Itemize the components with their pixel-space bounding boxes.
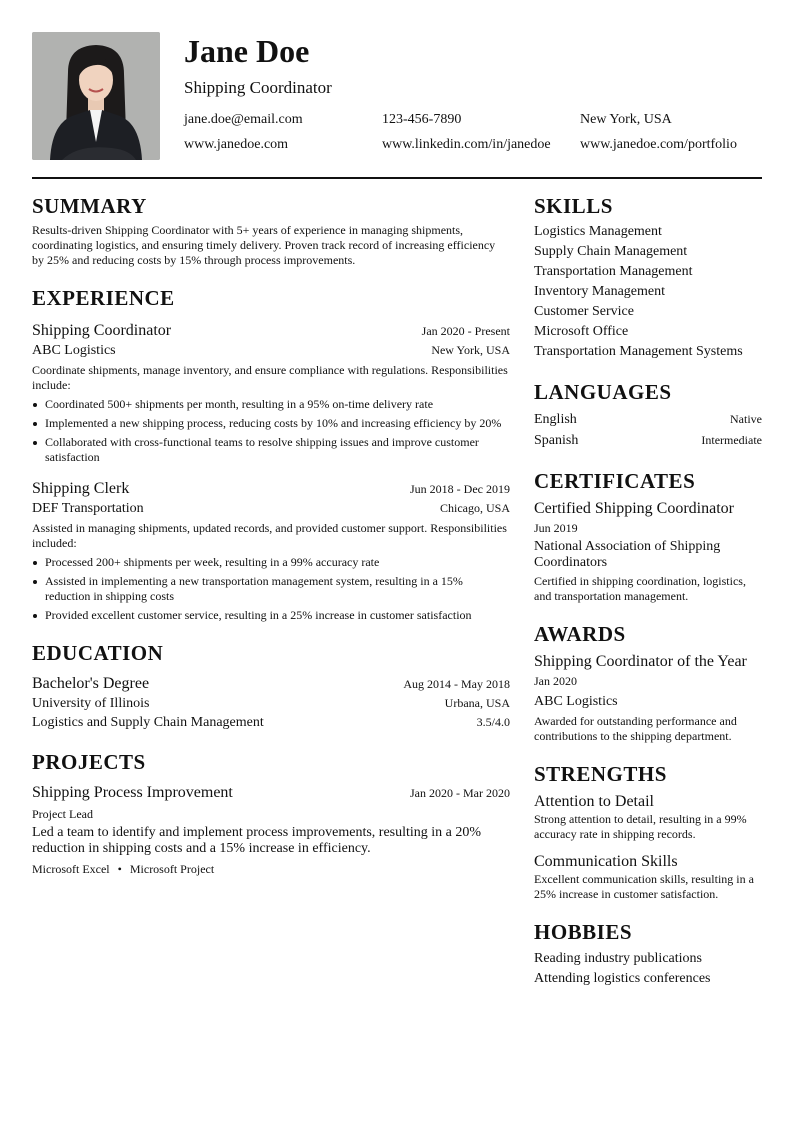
section-heading-skills: SKILLS <box>534 194 613 218</box>
achievement-item: Processed 200+ shipments per week, resulting in a 99% accuracy rate <box>32 555 510 570</box>
left-column <box>32 192 510 877</box>
job-description: Assisted in managing shipments, updated records, and provided customer support. Responsibilities included: <box>32 521 507 550</box>
tool-item: Microsoft Project <box>129 862 215 876</box>
hobby-item: Reading industry publications <box>534 951 702 966</box>
section-heading-summary: SUMMARY <box>32 194 147 218</box>
location: New York, USA <box>580 112 672 127</box>
summary-text: Results-driven Shipping Coordinator with 5+ years of experience in managing shipments, coordinating logistics, and ensuring timely delivery. Proven track record of increasing efficiency by 25% and reducing costs by 15% through process improvements. <box>32 223 496 267</box>
certificate-title: Certified Shipping Coordinator <box>534 500 734 517</box>
hobby-item: Attending logistics conferences <box>534 971 711 986</box>
profile-photo <box>32 32 160 160</box>
skill-item: Inventory Management <box>534 284 666 299</box>
language-row <box>534 409 762 430</box>
company-name: DEF Transportation <box>32 501 144 516</box>
skill-item: Transportation Management Systems <box>534 344 743 359</box>
section-heading-education: EDUCATION <box>32 641 164 665</box>
job-location: Chicago, USA <box>440 501 510 515</box>
language-level: Native <box>730 412 762 426</box>
header-divider <box>32 177 762 179</box>
education-dates: Aug 2014 - May 2018 <box>403 677 510 691</box>
achievement-item: Coordinated 500+ shipments per month, resulting in a 95% on-time delivery rate <box>32 397 510 412</box>
language-level: Intermediate <box>701 433 762 447</box>
strengths-section <box>534 760 762 902</box>
skill-item: Customer Service <box>534 304 634 319</box>
award-description: Awarded for outstanding performance and contributions to the shipping department. <box>534 714 737 743</box>
phone-number: 123-456-7890 <box>382 112 462 127</box>
job-title: Shipping Coordinator <box>32 322 172 339</box>
award-issuer: ABC Logistics <box>534 694 618 709</box>
identity-block <box>184 32 762 154</box>
language-name: Spanish <box>534 433 579 448</box>
certificate-date: Jun 2019 <box>534 521 578 535</box>
candidate-name: Jane Doe <box>184 33 310 69</box>
strength-title: Communication Skills <box>534 853 678 870</box>
job-description: Coordinate shipments, manage inventory, and ensure compliance with regulations. Responsibilities include: <box>32 363 508 392</box>
strength-title: Attention to Detail <box>534 793 654 810</box>
job-entry <box>32 320 510 465</box>
job-entry <box>32 478 510 623</box>
skills-section <box>534 192 762 362</box>
job-achievements <box>32 397 510 465</box>
award-title: Shipping Coordinator of the Year <box>534 653 747 670</box>
job-achievements <box>32 555 510 623</box>
certificates-section <box>534 467 762 604</box>
section-heading-certificates: CERTIFICATES <box>534 469 696 493</box>
company-name: ABC Logistics <box>32 343 116 358</box>
contact-info <box>184 110 762 154</box>
education-section <box>32 639 510 732</box>
project-description: Led a team to identify and implement process improvements, resulting in a 20% reduction in shipping costs and a 15% increase in efficiency. <box>32 825 482 856</box>
skill-item: Logistics Management <box>534 224 662 239</box>
job-dates: Jun 2018 - Dec 2019 <box>410 482 510 496</box>
tool-separator: • <box>117 862 122 876</box>
section-heading-strengths: STRENGTHS <box>534 762 667 786</box>
portfolio-link[interactable]: www.janedoe.com/portfolio <box>580 137 737 152</box>
section-heading-experience: EXPERIENCE <box>32 286 175 310</box>
degree-name: Bachelor's Degree <box>32 675 150 692</box>
strength-description: Strong attention to detail, resulting in a 99% accuracy rate in shipping records. <box>534 812 747 841</box>
achievement-item: Assisted in implementing a new transportation management system, resulting in a 15% reduction in shipping costs <box>32 574 510 604</box>
achievement-item: Implemented a new shipping process, reducing costs by 10% and increasing efficiency by 20% <box>32 416 510 431</box>
resume-header <box>32 32 762 160</box>
language-row <box>534 430 762 451</box>
language-name: English <box>534 412 577 427</box>
section-heading-awards: AWARDS <box>534 622 626 646</box>
experience-section <box>32 284 510 623</box>
skill-item: Supply Chain Management <box>534 244 688 259</box>
skills-list <box>534 222 762 362</box>
section-heading-hobbies: HOBBIES <box>534 920 633 944</box>
section-heading-projects: PROJECTS <box>32 750 146 774</box>
website-link[interactable]: www.janedoe.com <box>184 137 289 152</box>
hobbies-section <box>534 918 762 989</box>
achievement-item: Collaborated with cross-functional teams to resolve shipping issues and improve customer satisfaction <box>32 435 510 465</box>
resume-page <box>32 32 762 986</box>
project-dates: Jan 2020 - Mar 2020 <box>410 786 510 800</box>
gpa: 3.5/4.0 <box>476 715 510 729</box>
school-name: University of Illinois <box>32 696 150 711</box>
job-location: New York, USA <box>431 343 510 357</box>
project-role: Project Lead <box>32 807 93 821</box>
candidate-title: Shipping Coordinator <box>184 78 332 97</box>
email-link[interactable]: jane.doe@email.com <box>184 112 303 127</box>
linkedin-link[interactable]: www.linkedin.com/in/janedoe <box>382 137 551 152</box>
awards-section <box>534 620 762 744</box>
section-heading-languages: LANGUAGES <box>534 380 672 404</box>
award-date: Jan 2020 <box>534 674 577 688</box>
projects-section <box>32 748 510 877</box>
project-name: Shipping Process Improvement <box>32 784 233 801</box>
field-of-study: Logistics and Supply Chain Management <box>32 715 264 730</box>
job-title: Shipping Clerk <box>32 480 130 497</box>
tool-item: Microsoft Excel <box>32 862 110 876</box>
school-location: Urbana, USA <box>444 696 510 710</box>
languages-section <box>534 378 762 451</box>
achievement-item: Provided excellent customer service, resulting in a 25% increase in customer satisfaction <box>32 608 510 623</box>
certificate-issuer: National Association of Shipping Coordinators <box>534 539 721 570</box>
certificate-description: Certified in shipping coordination, logistics, and transportation management. <box>534 574 746 603</box>
skill-item: Microsoft Office <box>534 324 629 339</box>
right-column <box>534 192 762 989</box>
skill-item: Transportation Management <box>534 264 693 279</box>
job-dates: Jan 2020 - Present <box>421 324 510 338</box>
strength-description: Excellent communication skills, resulting in a 25% increase in customer satisfaction. <box>534 872 754 901</box>
summary-section <box>32 192 510 268</box>
project-tools <box>32 861 510 877</box>
